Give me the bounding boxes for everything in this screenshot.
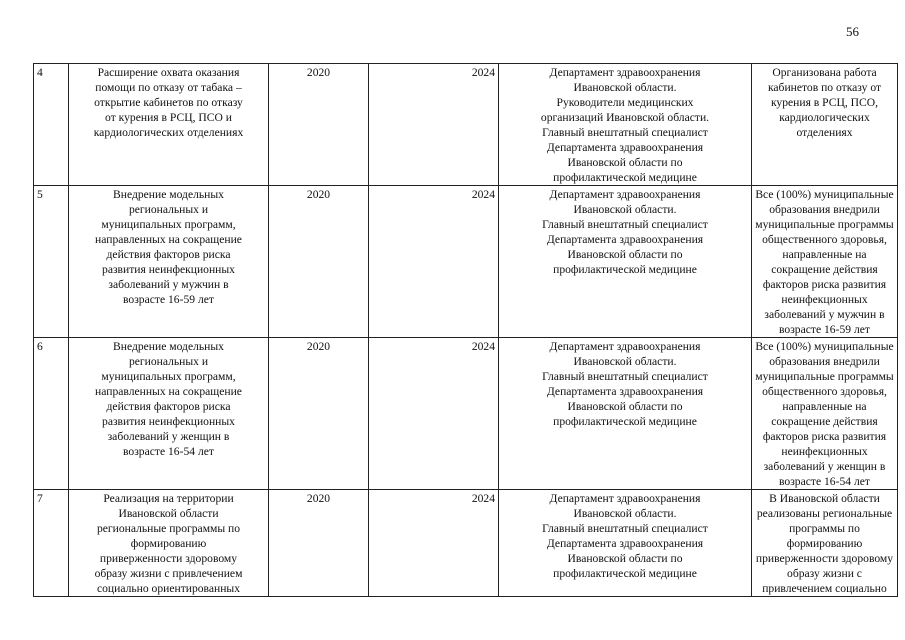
end-year-cell: 2024 (369, 64, 499, 186)
start-year-cell: 2020 (269, 186, 369, 338)
event-text: Внедрение модельных региональных и муниципальных программ, направленных на сокращение действия факторов риска развития неинфекционных заболеваний у мужчин в возрасте 16-59 лет (95, 188, 242, 306)
table-row (34, 186, 898, 338)
responsible-cell (499, 338, 752, 490)
responsible-cell (499, 490, 752, 597)
row-number-cell: 7 (34, 490, 69, 597)
result-text: В Ивановской области реализованы региональные программы по формированию приверженности здоровому образу жизни с привлечением социально (755, 492, 894, 595)
responsible-text: Департамент здравоохранения Ивановской области. Руководители медицинских организаций Ивановской области. Главный внештатный специалист Департамента здравоохранения Ивановской области по профилактической медицине (540, 66, 710, 184)
table-row (34, 490, 898, 597)
row-number-cell: 5 (34, 186, 69, 338)
event-cell (69, 64, 269, 186)
event-text: Расширение охвата оказания помощи по отказу от табака – открытие кабинетов по отказу от курения в РСЦ, ПСО и кардиологических отделениях (93, 66, 244, 139)
start-year-cell: 2020 (269, 64, 369, 186)
event-cell (69, 490, 269, 597)
event-text: Реализация на территории Ивановской области региональные программы по формированию приверженности здоровому образу жизни с привлечением социально ориентированных (94, 492, 243, 595)
result-cell (752, 490, 898, 597)
result-cell (752, 186, 898, 338)
end-year-cell: 2024 (369, 490, 499, 597)
event-text: Внедрение модельных региональных и муниципальных программ, направленных на сокращение действия факторов риска развития неинфекционных заболеваний у женщин в возрасте 16-54 лет (95, 340, 242, 458)
row-number-cell: 6 (34, 338, 69, 490)
responsible-text: Департамент здравоохранения Ивановской области. Главный внештатный специалист Департамента здравоохранения Ивановской области по профилактической медицине (542, 492, 708, 580)
result-text: Все (100%) муниципальные образования внедрили муниципальные программы общественного здоровья, направленные на сокращение действия факторов риска развития неинфекционных заболеваний у женщин в возрасте 16-54 лет (755, 340, 894, 488)
result-text: Организована работа кабинетов по отказу от курения в РСЦ, ПСО, кардиологических отделениях (767, 66, 882, 139)
table-row (34, 64, 898, 186)
result-text: Все (100%) муниципальные образования внедрили муниципальные программы общественного здоровья, направленные на сокращение действия факторов риска развития неинфекционных заболеваний у мужчин в возрасте 16-59 лет (755, 188, 894, 336)
start-year-cell: 2020 (269, 490, 369, 597)
page-number: 56 (846, 24, 859, 39)
end-year-cell: 2024 (369, 338, 499, 490)
responsible-cell (499, 186, 752, 338)
end-year-cell: 2024 (369, 186, 499, 338)
table-row (34, 338, 898, 490)
start-year-cell: 2020 (269, 338, 369, 490)
result-cell (752, 64, 898, 186)
event-cell (69, 186, 269, 338)
responsible-cell (499, 64, 752, 186)
responsible-text: Департамент здравоохранения Ивановской области. Главный внештатный специалист Департамента здравоохранения Ивановской области по профилактической медицине (542, 340, 708, 428)
responsible-text: Департамент здравоохранения Ивановской области. Главный внештатный специалист Департамента здравоохранения Ивановской области по профилактической медицине (542, 188, 708, 276)
row-number-cell: 4 (34, 64, 69, 186)
measures-table (33, 63, 898, 597)
event-cell (69, 338, 269, 490)
result-cell (752, 338, 898, 490)
